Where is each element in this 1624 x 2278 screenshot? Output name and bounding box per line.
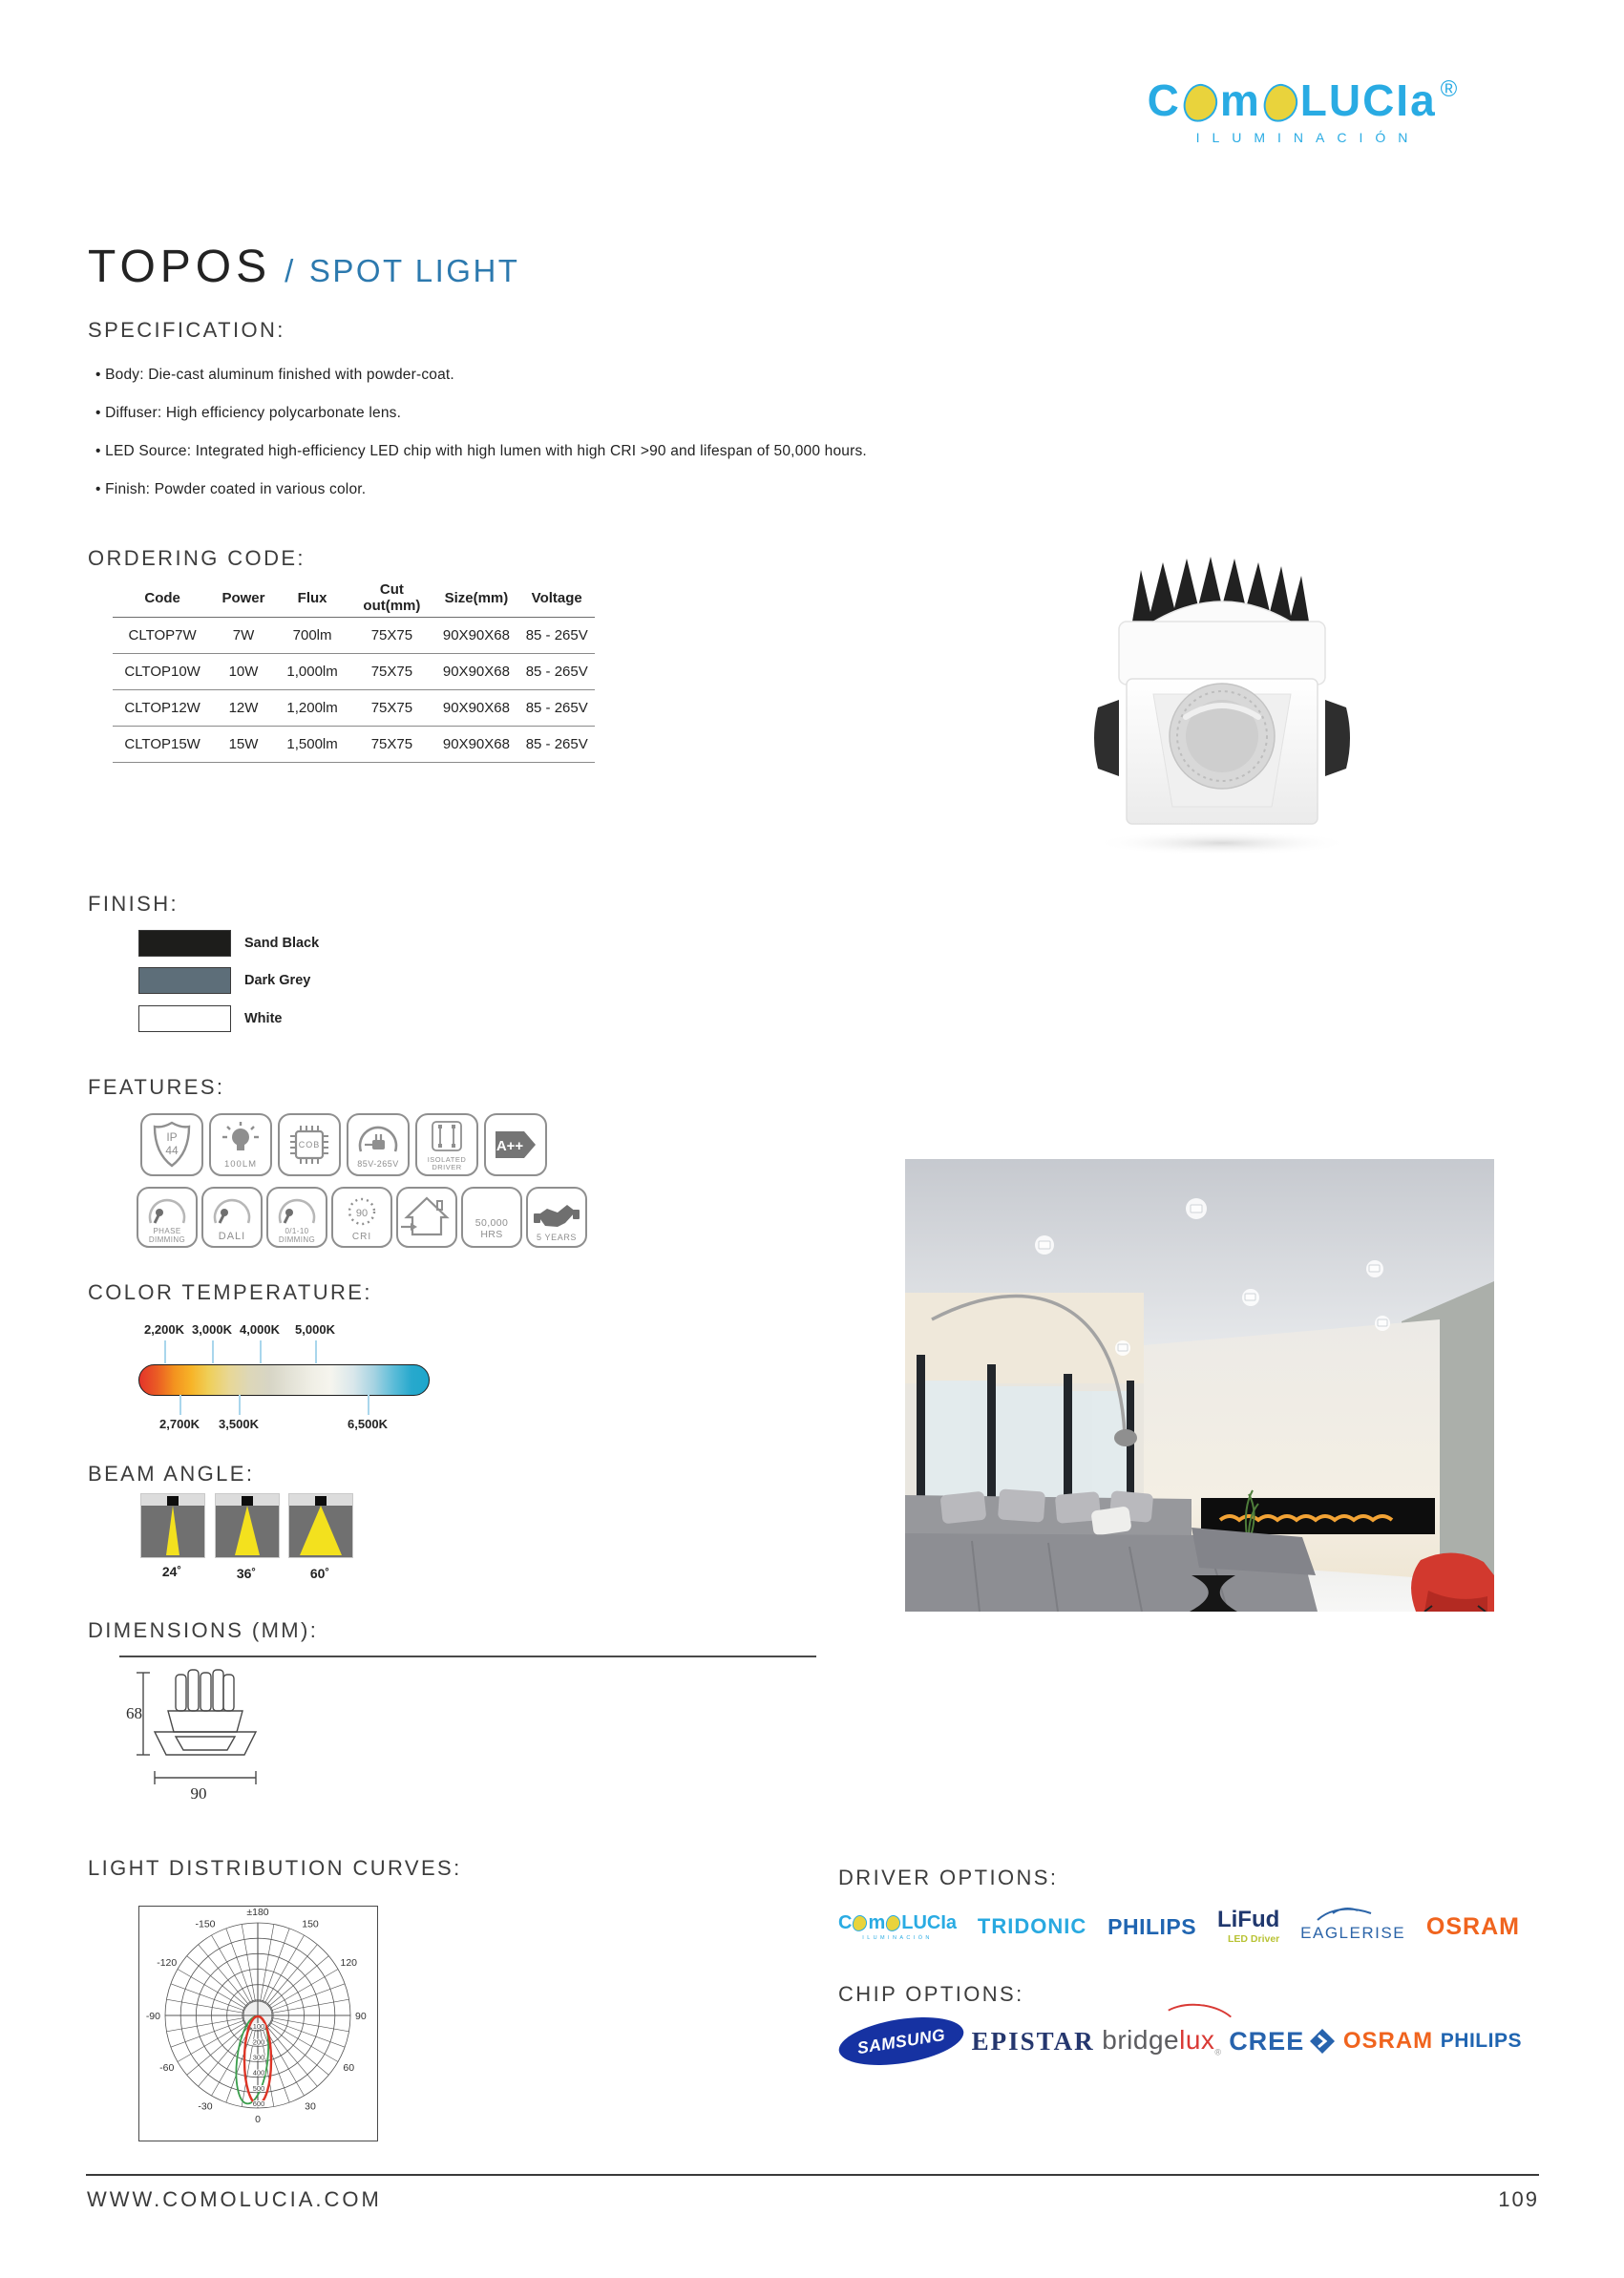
- beam-diagram-60: [288, 1493, 353, 1558]
- ip44-icon: [140, 1113, 203, 1176]
- cct-label-2700k: 2,700K: [159, 1417, 200, 1431]
- cell-size: 90X90X68: [433, 690, 518, 727]
- svg-text:-90: -90: [145, 2011, 160, 2022]
- cree-diamond-icon: [1309, 2028, 1336, 2055]
- cree-logo: CREE: [1229, 2027, 1336, 2057]
- svg-text:COB: COB: [298, 1140, 321, 1150]
- light-distribution-heading: LIGHT DISTRIBUTION CURVES:: [88, 1856, 462, 1880]
- cell-cutout: 75X75: [349, 690, 433, 727]
- wordmark-letter: m: [1219, 75, 1261, 125]
- svg-text:5 YEARS: 5 YEARS: [536, 1233, 578, 1242]
- cell-power: 10W: [212, 654, 275, 690]
- footer-website: WWW.COMOLUCIA.COM: [87, 2187, 382, 2211]
- cell-code: CLTOP12W: [113, 690, 212, 727]
- svg-text:60: 60: [343, 2062, 355, 2074]
- col-header-size: Size(mm): [433, 579, 518, 618]
- col-header-cutout: Cut out(mm): [349, 579, 433, 618]
- svg-text:-60: -60: [159, 2062, 175, 2074]
- svg-text:44: 44: [165, 1144, 179, 1157]
- eaglerise-logo: EAGLERISE: [1300, 1910, 1405, 1943]
- cct-tick: [368, 1395, 369, 1415]
- cct-tick: [260, 1340, 262, 1363]
- cell-power: 7W: [212, 618, 275, 654]
- warranty-handshake-icon: [526, 1187, 587, 1248]
- finish-option: [138, 967, 310, 994]
- isolated-driver-icon: [415, 1113, 478, 1176]
- product-category: SPOT LIGHT: [308, 253, 520, 288]
- svg-text:100LM: 100LM: [223, 1159, 258, 1170]
- table-row: [113, 727, 595, 763]
- chip-options-row: [838, 2014, 1522, 2068]
- ordering-code-table: [113, 579, 595, 763]
- svg-text:-120: -120: [157, 1957, 178, 1969]
- finish-option: [138, 1005, 282, 1032]
- cell-cutout: 75X75: [349, 727, 433, 763]
- beam-angle-heading: BEAM ANGLE:: [88, 1462, 255, 1486]
- svg-text:0/1-10: 0/1-10: [285, 1227, 309, 1235]
- finish-swatch-sand-black: [138, 930, 231, 957]
- osram-chip-logo: OSRAM: [1342, 2028, 1434, 2054]
- svg-text:100: 100: [252, 2022, 265, 2032]
- svg-text:HRS: HRS: [480, 1229, 503, 1240]
- svg-text:300: 300: [252, 2053, 265, 2062]
- svg-text:CRI: CRI: [351, 1232, 372, 1242]
- cell-power: 12W: [212, 690, 275, 727]
- cell-code: CLTOP10W: [113, 654, 212, 690]
- finish-label: Sand Black: [244, 936, 320, 951]
- tridonic-logo: TRIDONIC: [977, 1914, 1087, 1938]
- logo-petal-icon: [1261, 82, 1300, 125]
- room-photo: [905, 1159, 1494, 1612]
- cell-flux: 700lm: [275, 618, 350, 654]
- svg-text:IP: IP: [166, 1130, 178, 1144]
- specification-list: [95, 367, 1508, 519]
- finish-swatch-dark-grey: [138, 967, 231, 994]
- col-header-power: Power: [212, 579, 275, 618]
- svg-text:0: 0: [255, 2114, 261, 2125]
- energy-class-icon: [484, 1113, 547, 1176]
- col-header-flux: Flux: [275, 579, 350, 618]
- table-header-row: [113, 579, 595, 618]
- cct-label-5000k: 5,000K: [295, 1322, 335, 1337]
- brand-wordmark: [1147, 75, 1460, 125]
- svg-text:90: 90: [355, 1208, 369, 1219]
- color-temperature-heading: COLOR TEMPERATURE:: [88, 1280, 372, 1304]
- brand-logo: [1098, 75, 1508, 145]
- svg-text:600: 600: [252, 2099, 265, 2108]
- beam-angle-label: 36˚: [236, 1566, 257, 1581]
- cell-cutout: 75X75: [349, 654, 433, 690]
- cell-flux: 1,200lm: [275, 690, 350, 727]
- cob-icon: [278, 1113, 341, 1176]
- section-divider: [119, 1656, 816, 1657]
- lifud-logo: LiFud LED Driver: [1216, 1907, 1280, 1946]
- ordering-code-heading: ORDERING CODE:: [88, 546, 306, 570]
- cell-size: 90X90X68: [433, 727, 518, 763]
- svg-text:200: 200: [252, 2037, 265, 2047]
- dim-width-label: 90: [190, 1784, 207, 1803]
- svg-text:-150: -150: [195, 1918, 216, 1930]
- svg-text:400: 400: [252, 2068, 265, 2078]
- beam-angle-label: 24˚: [161, 1564, 182, 1579]
- page-title: [88, 241, 519, 293]
- dali-dimming-icon: [201, 1187, 263, 1248]
- driver-options-row: [838, 1902, 1520, 1951]
- cell-voltage: 85 - 265V: [518, 654, 595, 690]
- cct-tick: [179, 1395, 181, 1415]
- beam-diagram-24: [140, 1493, 205, 1558]
- table-row: [113, 618, 595, 654]
- cct-tick: [164, 1340, 166, 1363]
- wordmark-letters: LUCIa: [901, 1911, 958, 1933]
- lifespan-hours-icon: [461, 1187, 522, 1248]
- svg-text:50,000: 50,000: [475, 1217, 509, 1229]
- eagle-swoosh-icon: [1314, 1905, 1375, 1924]
- logo-petal-icon: [885, 1914, 901, 1932]
- 0-1-10-dimming-icon: [266, 1187, 327, 1248]
- col-header-voltage: Voltage: [518, 579, 595, 618]
- logo-petal-icon: [1181, 82, 1220, 125]
- footer-divider: [86, 2174, 1539, 2176]
- cct-tick: [212, 1340, 214, 1363]
- indoor-use-house-icon: [396, 1187, 457, 1248]
- finish-label: Dark Grey: [244, 973, 311, 988]
- svg-text:150: 150: [302, 1918, 319, 1930]
- finish-heading: FINISH:: [88, 892, 179, 916]
- registered-mark: ®: [1440, 76, 1460, 102]
- brand-tagline: ILUMINACIÓN: [1195, 130, 1421, 145]
- table-row: [113, 690, 595, 727]
- svg-text:DALI: DALI: [218, 1231, 246, 1242]
- voltage-range-icon: [347, 1113, 410, 1176]
- cell-voltage: 85 - 265V: [518, 618, 595, 654]
- wordmark-letter: C: [838, 1911, 853, 1933]
- cct-tick: [315, 1340, 317, 1363]
- samsung-logo: SAMSUNG: [835, 2010, 967, 2073]
- spec-bullet: • LED Source: Integrated high-efficiency LED chip with high lumen with high CRI >90 and lifespan of 50,000 hours.: [95, 443, 867, 459]
- chip-options-heading: CHIP OPTIONS:: [838, 1982, 1024, 2006]
- red-chair: [1411, 1552, 1494, 1612]
- svg-text:85V-265V: 85V-265V: [357, 1159, 399, 1169]
- spec-bullet: • Body: Die-cast aluminum finished with powder-coat.: [95, 367, 454, 383]
- cct-label-6500k: 6,500K: [348, 1417, 388, 1431]
- svg-text:120: 120: [340, 1957, 358, 1969]
- cell-cutout: 75X75: [349, 618, 433, 654]
- driver-options-heading: DRIVER OPTIONS:: [838, 1866, 1059, 1889]
- spec-bullet: • Finish: Powder coated in various color.: [95, 481, 367, 497]
- svg-text:DIMMING: DIMMING: [278, 1235, 316, 1244]
- beam-angle-label: 60˚: [309, 1566, 330, 1581]
- spec-bullet: • Diffuser: High efficiency polycarbonate lens.: [95, 405, 402, 421]
- cri-icon: [331, 1187, 392, 1248]
- svg-text:A++: A++: [496, 1138, 524, 1154]
- svg-text:-30: -30: [198, 2100, 213, 2113]
- osram-driver-logo: OSRAM: [1425, 1912, 1520, 1940]
- svg-text:500: 500: [252, 2083, 265, 2093]
- svg-text:30: 30: [305, 2100, 316, 2113]
- product-name: TOPOS: [88, 242, 272, 292]
- cct-label-4000k: 4,000K: [240, 1322, 280, 1337]
- cell-voltage: 85 - 265V: [518, 727, 595, 763]
- cell-size: 90X90X68: [433, 654, 518, 690]
- cell-flux: 1,000lm: [275, 654, 350, 690]
- specification-heading: SPECIFICATION:: [88, 318, 285, 342]
- philips-chip-logo: PHILIPS: [1440, 2030, 1522, 2052]
- wordmark-letters: LUCIa: [1299, 75, 1437, 125]
- beam-diagram-36: [215, 1493, 280, 1558]
- philips-driver-logo: PHILIPS: [1107, 1913, 1197, 1939]
- col-header-code: Code: [113, 579, 212, 618]
- cct-tick: [239, 1395, 241, 1415]
- table-row: [113, 654, 595, 690]
- svg-text:DIMMING: DIMMING: [148, 1235, 186, 1244]
- dimension-drawing: [115, 1665, 334, 1803]
- title-separator: /: [285, 253, 296, 288]
- lumen-icon: [209, 1113, 272, 1176]
- product-photo: [1031, 520, 1413, 864]
- wordmark-letter: C: [1147, 75, 1181, 125]
- cell-code: CLTOP7W: [113, 618, 212, 654]
- wordmark-letter: m: [868, 1911, 886, 1933]
- bridgelux-logo: bridgelux$_®$: [1102, 2025, 1221, 2057]
- cell-flux: 1,500lm: [275, 727, 350, 763]
- mounting-clip-left: [1094, 700, 1119, 776]
- svg-text:90: 90: [355, 2011, 367, 2022]
- svg-text:ISOLATED: ISOLATED: [427, 1155, 467, 1164]
- svg-text:PHASE: PHASE: [153, 1227, 181, 1235]
- logo-petal-icon: [852, 1914, 868, 1932]
- mounting-clip-right: [1325, 700, 1350, 776]
- dimensions-heading: DIMENSIONS (MM):: [88, 1618, 319, 1642]
- cell-power: 15W: [212, 727, 275, 763]
- cct-label-2200k: 2,200K: [144, 1322, 184, 1337]
- finish-label: White: [244, 1011, 283, 1026]
- cell-voltage: 85 - 265V: [518, 690, 595, 727]
- cell-size: 90X90X68: [433, 618, 518, 654]
- svg-text:DRIVER: DRIVER: [432, 1163, 462, 1171]
- cct-label-3500k: 3,500K: [219, 1417, 259, 1431]
- footer-page-number: 109: [1498, 2187, 1539, 2211]
- features-heading: FEATURES:: [88, 1075, 225, 1099]
- finish-option: [138, 930, 319, 957]
- cct-label-3000k: 3,000K: [192, 1322, 232, 1337]
- dim-height-label: 68: [126, 1704, 142, 1722]
- epistar-logo: EPISTAR: [971, 2026, 1095, 2056]
- brand-tagline: ILUMINACIÓN: [862, 1934, 933, 1941]
- cell-code: CLTOP15W: [113, 727, 212, 763]
- comolucia-driver-logo: [838, 1913, 957, 1941]
- finish-swatch-white: [138, 1005, 231, 1032]
- phase-dimming-icon: [137, 1187, 198, 1248]
- svg-text:±180: ±180: [246, 1907, 269, 1918]
- light-distribution-chart: [138, 1906, 378, 2141]
- color-temperature-bar: [138, 1364, 430, 1396]
